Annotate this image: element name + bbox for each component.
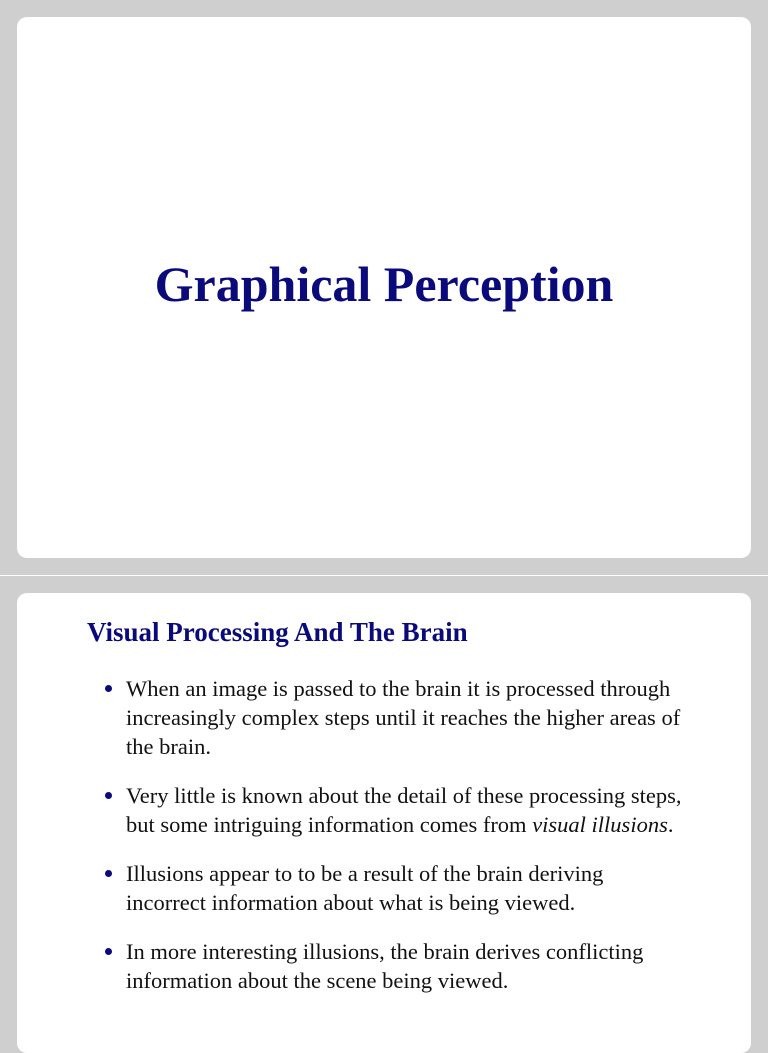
bullet-suffix: . <box>667 812 674 837</box>
bullet-emphasis: visual illusions <box>532 812 668 837</box>
bullet-list <box>126 674 686 1015</box>
bullet-item <box>126 937 686 995</box>
slide-heading: Visual Processing And The Brain <box>87 617 468 647</box>
bullet-item <box>126 674 686 761</box>
content-slide <box>17 593 751 1053</box>
bullet-item <box>126 859 686 917</box>
bullet-dot-icon <box>105 870 112 877</box>
presentation-title: Graphical Perception <box>154 256 614 312</box>
bullet-item <box>126 781 686 839</box>
bullet-text: In more interesting illusions, the brain derives conflicting information about the scene being viewed. <box>126 939 644 993</box>
bullet-dot-icon <box>105 792 112 799</box>
bullet-text: When an image is passed to the brain it is processed through increasingly complex steps until it reaches the higher areas of the brain. <box>126 676 681 759</box>
bullet-dot-icon <box>105 948 112 955</box>
bullet-dot-icon <box>105 685 112 692</box>
title-slide <box>17 17 751 558</box>
slide-divider <box>0 575 768 576</box>
bullet-text: Very little is known about the detail of these processing steps, but some intriguing information comes from <box>126 783 682 837</box>
bullet-text: Illusions appear to to be a result of the brain deriving incorrect information about what is being viewed. <box>126 861 604 915</box>
